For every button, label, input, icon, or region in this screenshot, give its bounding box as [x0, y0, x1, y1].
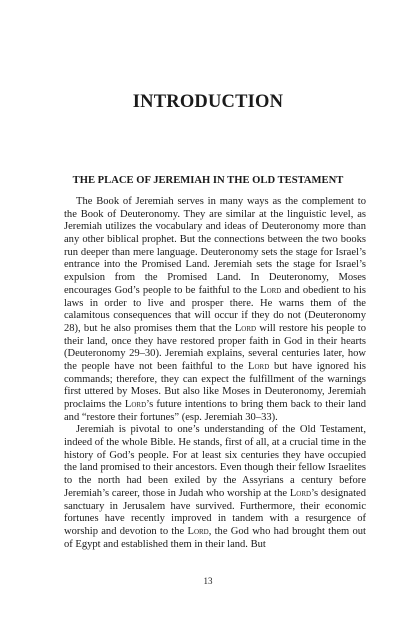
body-paragraph — [64, 196, 366, 424]
page-number: 13 — [203, 576, 213, 586]
small-caps-run: Lord — [289, 487, 312, 499]
chapter-title: INTRODUCTION — [132, 92, 284, 112]
text-run: Jeremiah is pivotal to one’s understanding of the Old Testament, indeed of the whole Bible. He stands, first of all, at a crucial time in the history of God’s people. For at least six centuries they have occupied the land promised to their ancestors. Even though their fellow Israelites to the north had been exiled by the Assyrians a century before Jeremiah’s career, those in Judah who worship at the — [64, 424, 366, 499]
section-heading: THE PLACE OF JEREMIAH IN THE OLD TESTAMENT — [72, 175, 344, 186]
text-run: ’s designated sanctuary in Jerusalem have survived. Furthermore, their economic fortunes have recently improved in tandem with a resurgence of worship and devotion to the — [64, 487, 366, 537]
text-run: and obedient to his laws in order to live and prosper there. He warns them of the calamitous consequences that will occur if they do not (Deuteronomy 28), but he also promises them that the — [64, 284, 366, 334]
small-caps-run: Lord — [124, 399, 147, 410]
text-run: will restore his people to their land, once they have restored proper faith in God in their hearts (Deuteronomy 29–30). Jeremiah explains, several centuries later, how the people have not been faithful to the — [64, 322, 366, 372]
small-caps-run: Lord — [234, 322, 257, 334]
text-run: but have ignored his commands; therefore, they can expect the fulfillment of the warnings first uttered by Moses. But also like Moses in Deuteronomy, Jeremiah proclaims the — [64, 360, 366, 410]
body-paragraph — [64, 424, 366, 551]
text-run: ’s future intentions to bring them back to their land and “restore their fortunes” (esp. Jeremiah 30–33). — [64, 399, 367, 423]
body-text — [64, 196, 366, 551]
text-run: The Book of Jeremiah serves in many ways as the complement to the Book of Deuteronomy. They are similar at the linguistic level, as Jeremiah utilizes the vocabulary and ideas of Deuteronomy more than any other biblical prophet. But the connections between the two books run deeper than mere language. Deuteronomy sets the stage for Israel’s entrance into the Promised Land. Jeremiah sets the stage for Israel’s expulsion from the Promised Land. In Deuteronomy, Moses encourages God’s people to be faithful to the — [64, 196, 366, 296]
text-run: , the God who had brought them out of Egypt and established them in their land. But — [64, 525, 366, 550]
small-caps-run: Lord — [260, 284, 282, 296]
small-caps-run: Lord — [187, 525, 209, 537]
small-caps-run: Lord — [248, 360, 270, 372]
